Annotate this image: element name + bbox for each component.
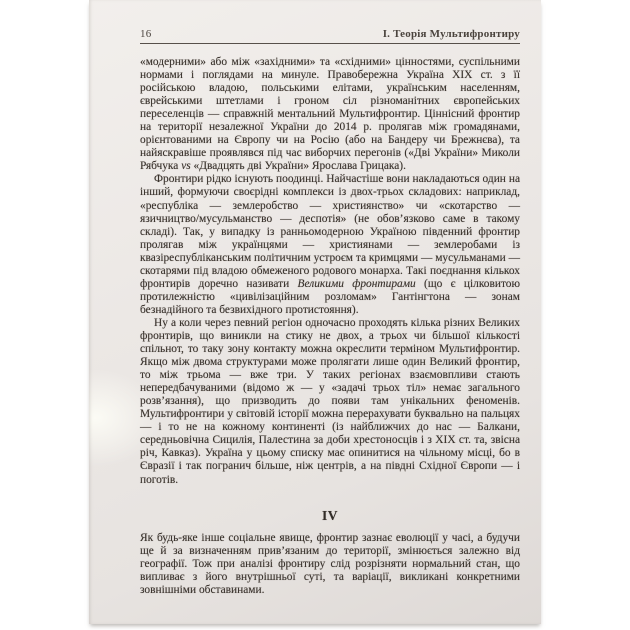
header-rule (140, 43, 520, 44)
section-heading: IV (321, 507, 338, 523)
book-page (89, 0, 541, 624)
page-body (140, 56, 520, 597)
paragraph (140, 173, 520, 317)
paragraph (140, 56, 520, 173)
running-title: І. Теорія Мультифронтиру (382, 28, 520, 40)
italic-text-segment: vs (181, 160, 191, 173)
section-after-heading (140, 532, 520, 597)
paragraph (140, 532, 520, 597)
text-segment: «модерними» або між «західними» та «східними» цінностями, суспільними нормами і поглядами на минуле. Правобережна Україна XIX ст. з її російською владою, польськими елітами, українським населенням, єврейськими штетлами і гроном сіл різноманітних європейських переселенців — справжній ментальний Мультифронтир. Ціннісний фронтир на території незалежної України до 2014 р. пролягав між громадянами, орієнтованими на Європу чи на Росію (або на Бандеру чи Брежнєва), та найяскравіше проявлявся під час виборчих перегонів («Дві України» Миколи Рябчука (140, 56, 520, 173)
text-segment: Ну а коли через певний регіон одночасно проходять кілька різних Великих фронтирів, що виникли на стику не двох, а трьох чи більшої кількості спільнот, то таку зону контакту можна окреслити терміном Мультифронтир. Якщо між двома структурами може пролягати лише один Великий фронтир, то між трьома — вже три. У таких регіонах взаємовпливи стають непередбачуваними (відомо ж — у «задачі трьох тіл» немає загального розв’язання), що призводить до появи там унікальних феноменів. Мультифронтири у світовій історії можна перерахувати буквально на пальцях — і то не на кожному континенті (із найближчих до нас — Балкани, середньовічна Сицилія, Палестина за доби хрестоносців і з XIX ст. та, звісна річ, Кавказ). Україна у цьому списку має опинитися на чільному місці, бо в Євразії і так погранич більше, ніж центрів, а на півдні Східної Європи — і поготів. (140, 316, 520, 486)
text-segment: «Двадцять дві України» Ярослава Грицака). (190, 160, 406, 173)
page-header (140, 28, 520, 40)
italic-text-segment: Великими фронтирами (297, 277, 416, 290)
text-segment: Як будь-яке інше соціальне явище, фронтир зазнає еволюції у часі, а будучи ще й за визначенням прив’язаним до території, змінюється залежно від географії. Тож при аналізі фронтиру слід розрізняти нормальний стан, що випливає з його внутрішньої суті, та варіації, викликані конкретними зовнішніми обставинами. (140, 531, 520, 596)
text-segment: Фронтири рідко існують поодинці. Найчастіше вони накладаються один на інший, формуючи своєрідні комплекси із двох-трьох складових: наприклад, «республіка — землеробство — християнство» чи «скотарство — язичництво/мусульманство — деспотія» (не обов’язково саме в такому складі). Так, у випадку із ранньомодерною Україною південний фронтир пролягав між українцями — християнами — землеробами із квазіреспубліканським політичним устроєм та кримцями — мусульманами — скотарями під владою обмеженого родового монарха. Такі поєднання кількох фронтирів доречно називати (140, 173, 520, 290)
text-segment: (що є цілковитою протилежністю «цивілізаційним розломам» Гантінгтона — зонам безнадійного та безвихідного протистояння). (140, 277, 520, 316)
section-before-heading (140, 56, 520, 487)
page-number: 16 (140, 28, 152, 40)
paragraph (140, 317, 520, 487)
